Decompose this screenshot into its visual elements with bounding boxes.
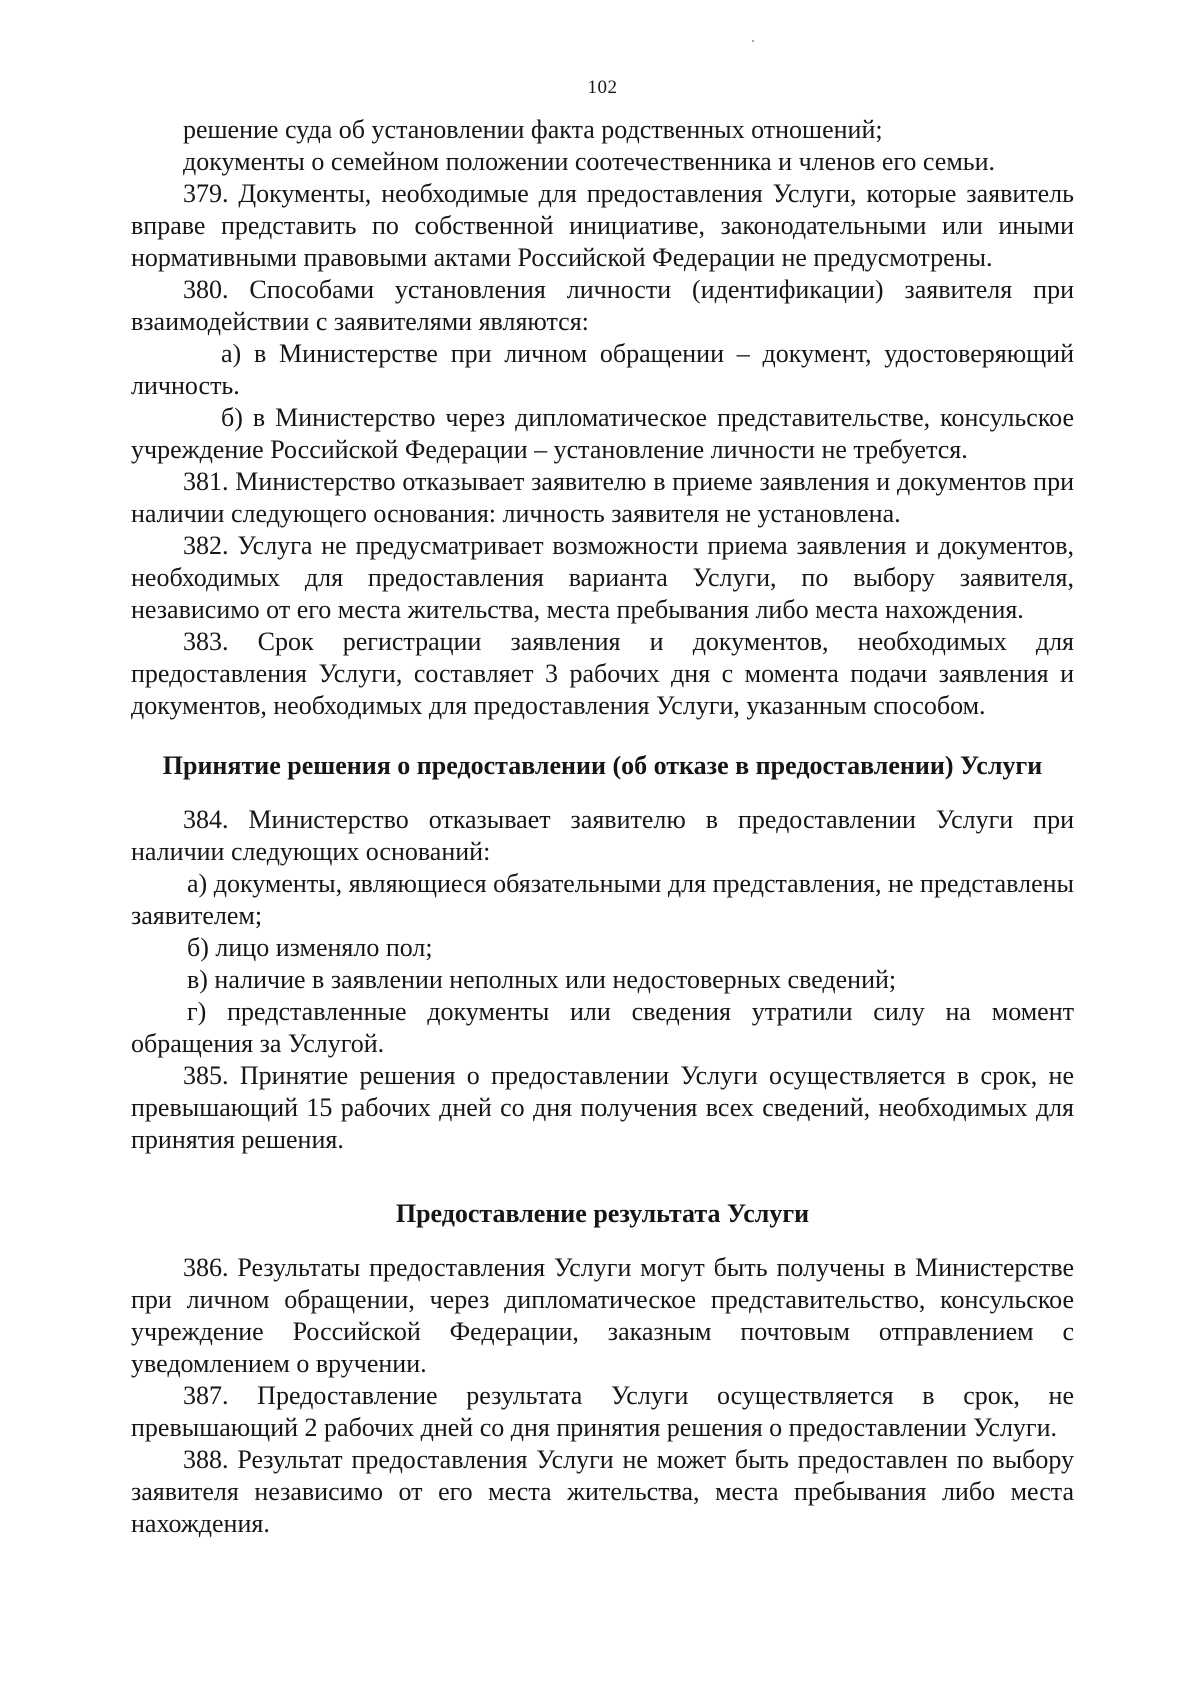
paragraph-387: 387. Предоставление результата Услуги осуществляется в срок, не превышающий 2 рабочих дней со дня принятия решения о предоставлении Услуги. bbox=[131, 1381, 1074, 1442]
paragraph-384: 384. Министерство отказывает заявителю в предоставлении Услуги при наличии следующих оснований: bbox=[131, 805, 1074, 866]
paragraph-380-a: а) в Министерстве при личном обращении – документ, удостоверяющий личность. bbox=[131, 339, 1074, 400]
paragraph-384-a: а) документы, являющиеся обязательными для представления, не представлены заявителем; bbox=[131, 869, 1074, 930]
section-heading-decision: Принятие решения о предоставлении (об отказе в предоставлении) Услуги bbox=[162, 751, 1043, 780]
paragraph-384-v: в) наличие в заявлении неполных или недостоверных сведений; bbox=[187, 965, 897, 994]
paragraph-386: 386. Результаты предоставления Услуги могут быть получены в Министерстве при личном обращении, через дипломатическое представительство, консульское учреждение Российской Федерации, заказным почтовым отправлением с уведомлением о вручении. bbox=[131, 1253, 1074, 1378]
paragraph-379: 379. Документы, необходимые для предоставления Услуги, которые заявитель вправе представить по собственной инициативе, законодательными или иными нормативными правовыми актами Российской Федерации не предусмотрены. bbox=[131, 179, 1074, 272]
paragraph-380-b: б) в Министерство через дипломатическое представительстве, консульское учреждение Российской Федерации – установление личности не требуется. bbox=[131, 403, 1074, 464]
paragraph-384-g: г) представленные документы или сведения утратили силу на момент обращения за Услугой. bbox=[131, 997, 1074, 1058]
page-number: 102 bbox=[587, 77, 618, 98]
scan-speck bbox=[752, 40, 754, 42]
intro-line: решение суда об установлении факта родственных отношений; bbox=[183, 115, 883, 144]
paragraph-382: 382. Услуга не предусматривает возможности приема заявления и документов, необходимых для предоставления варианта Услуги, по выбору заявителя, независимо от его места жительства, места пребывания либо места нахождения. bbox=[131, 531, 1074, 624]
paragraph-384-b: б) лицо изменяло пол; bbox=[187, 933, 433, 962]
paragraph-385: 385. Принятие решения о предоставлении Услуги осуществляется в срок, не превышающий 15 рабочих дней со дня получения всех сведений, необходимых для принятия решения. bbox=[131, 1061, 1074, 1154]
section-heading-result: Предоставление результата Услуги bbox=[395, 1199, 810, 1228]
paragraph-388: 388. Результат предоставления Услуги не может быть предоставлен по выбору заявителя независимо от его места жительства, места пребывания либо места нахождения. bbox=[131, 1445, 1074, 1538]
paragraph-383: 383. Срок регистрации заявления и документов, необходимых для предоставления Услуги, составляет 3 рабочих дня с момента подачи заявления и документов, необходимых для предоставления Услуги, указанным способом. bbox=[131, 627, 1074, 720]
paragraph-380: 380. Способами установления личности (идентификации) заявителя при взаимодействии с заявителями являются: bbox=[131, 275, 1074, 336]
intro-line: документы о семейном положении соотечественника и членов его семьи. bbox=[183, 147, 996, 176]
paragraph-381: 381. Министерство отказывает заявителю в приеме заявления и документов при наличии следующего основания: личность заявителя не установлена. bbox=[131, 467, 1074, 528]
